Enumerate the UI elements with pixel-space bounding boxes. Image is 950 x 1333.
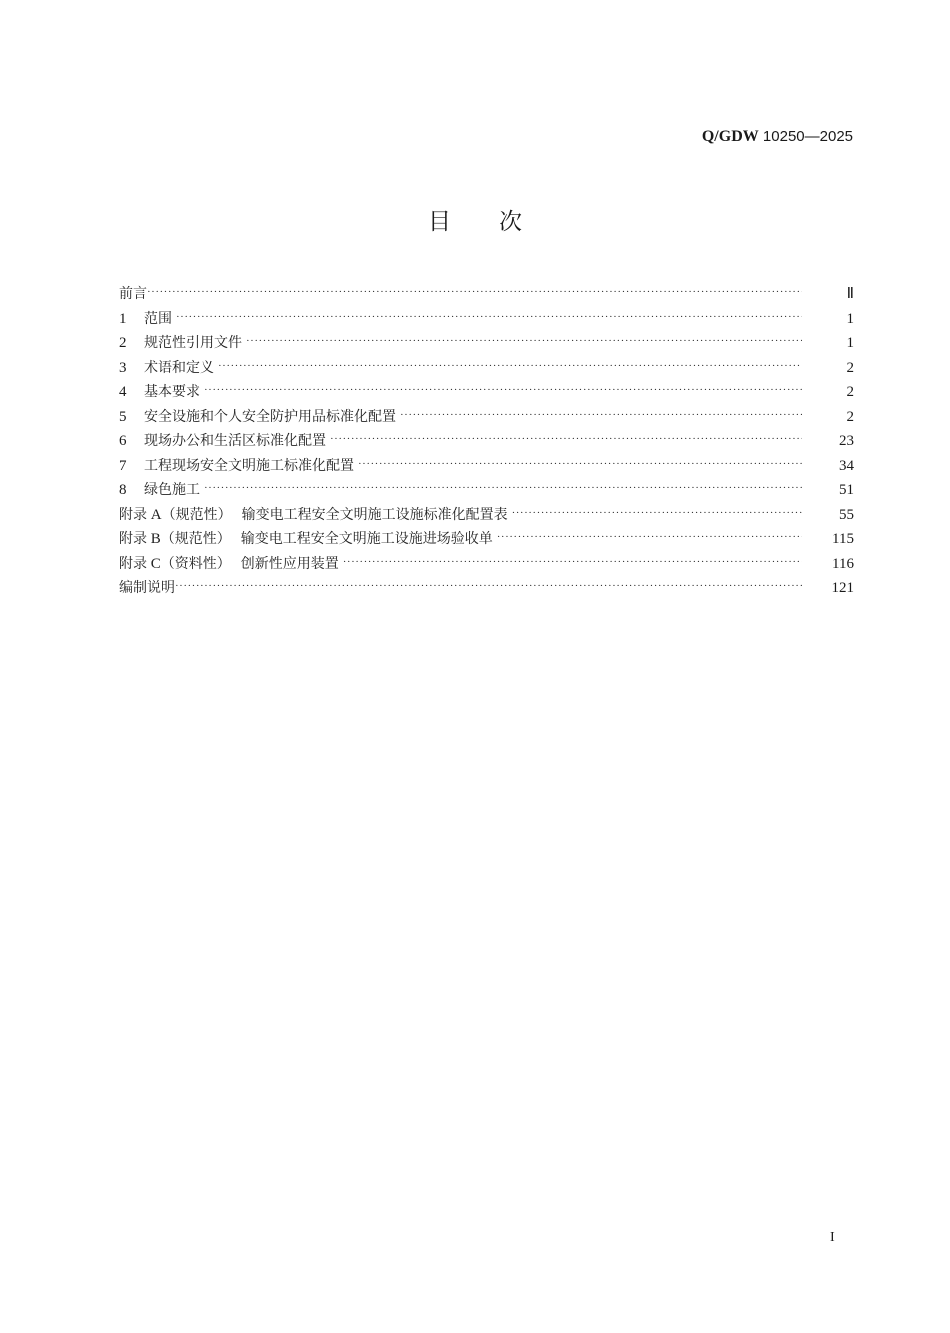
toc-entry-page: 2 bbox=[846, 384, 854, 400]
toc-entry-label: 术语和定义 bbox=[144, 359, 214, 376]
toc-entry-number: 5 bbox=[119, 408, 127, 425]
toc-entry-label: 安全设施和个人安全防护用品标准化配置 bbox=[144, 408, 396, 425]
toc-entry-label: 附录 C（资料性） 创新性应用装置 bbox=[119, 555, 339, 572]
toc-entry-terms-definitions[interactable] bbox=[119, 358, 854, 383]
toc-entry-label: 规范性引用文件 bbox=[144, 335, 242, 351]
toc-entry-green-construction[interactable] bbox=[119, 480, 854, 505]
dot-leader bbox=[497, 527, 802, 547]
toc-entry-page: 1 bbox=[846, 335, 854, 351]
dot-leader bbox=[343, 552, 802, 572]
toc-entry-page: 2 bbox=[846, 408, 854, 425]
dot-leader bbox=[512, 503, 802, 523]
toc-entry-page: 115 bbox=[832, 531, 854, 547]
toc-entry-label: 范围 bbox=[144, 310, 172, 327]
toc-entry-page: 2 bbox=[846, 359, 854, 376]
toc-entry-page: 116 bbox=[832, 555, 854, 572]
toc-entry-label: 附录 B（规范性） 输变电工程安全文明施工设施进场验收单 bbox=[119, 531, 493, 547]
dot-leader bbox=[400, 405, 802, 425]
dot-leader bbox=[218, 356, 802, 376]
toc-entry-scope[interactable] bbox=[119, 309, 854, 334]
toc-entry-page: 1 bbox=[846, 310, 854, 327]
toc-entry-office-living-area[interactable] bbox=[119, 431, 854, 456]
title-char-1: 目 bbox=[428, 209, 451, 235]
table-of-contents bbox=[119, 284, 854, 603]
dot-leader bbox=[176, 307, 802, 327]
page-number: I bbox=[830, 1230, 835, 1245]
toc-entry-label: 前言 bbox=[119, 286, 147, 302]
toc-entry-page: 121 bbox=[831, 580, 854, 596]
toc-entry-number: 6 bbox=[119, 433, 127, 449]
toc-entry-appendix-b[interactable] bbox=[119, 529, 854, 554]
toc-entry-label: 工程现场安全文明施工标准化配置 bbox=[144, 457, 354, 474]
toc-entry-label: 绿色施工 bbox=[144, 482, 200, 498]
toc-entry-appendix-a[interactable] bbox=[119, 505, 854, 530]
toc-entry-number: 4 bbox=[119, 384, 127, 400]
standard-code bbox=[702, 127, 853, 146]
toc-entry-label: 编制说明 bbox=[119, 580, 175, 596]
toc-entry-normative-references[interactable] bbox=[119, 333, 854, 358]
toc-entry-foreword[interactable] bbox=[119, 284, 854, 309]
title-char-2: 次 bbox=[499, 209, 522, 235]
dot-leader bbox=[175, 576, 802, 596]
standard-code-prefix: Q/GDW bbox=[701, 128, 759, 145]
standard-code-number: 10250—2025 bbox=[758, 128, 853, 145]
toc-entry-page: 23 bbox=[839, 433, 854, 449]
dot-leader bbox=[204, 478, 802, 498]
toc-entry-number: 3 bbox=[119, 359, 127, 376]
dot-leader bbox=[246, 331, 802, 351]
toc-entry-number: 7 bbox=[119, 457, 127, 474]
toc-entry-number: 1 bbox=[119, 310, 127, 327]
toc-entry-page: 55 bbox=[839, 506, 854, 523]
toc-entry-compilation-notes[interactable] bbox=[119, 578, 854, 603]
toc-entry-label: 现场办公和生活区标准化配置 bbox=[144, 433, 326, 449]
toc-entry-label: 附录 A（规范性） 输变电工程安全文明施工设施标准化配置表 bbox=[119, 506, 508, 523]
toc-entry-label: 基本要求 bbox=[144, 384, 200, 400]
dot-leader bbox=[330, 429, 802, 449]
toc-entry-page: 51 bbox=[839, 482, 854, 498]
toc-entry-number: 2 bbox=[119, 335, 127, 351]
toc-entry-site-civilized-construction[interactable] bbox=[119, 456, 854, 481]
dot-leader bbox=[358, 454, 802, 474]
toc-entry-appendix-c[interactable] bbox=[119, 554, 854, 579]
page-title bbox=[0, 207, 950, 237]
toc-entry-number: 8 bbox=[119, 482, 127, 498]
toc-entry-page: Ⅱ bbox=[846, 286, 854, 302]
toc-entry-page: 34 bbox=[839, 457, 854, 474]
dot-leader bbox=[147, 282, 802, 302]
toc-entry-safety-facilities[interactable] bbox=[119, 407, 854, 432]
toc-entry-basic-requirements[interactable] bbox=[119, 382, 854, 407]
dot-leader bbox=[204, 380, 802, 400]
